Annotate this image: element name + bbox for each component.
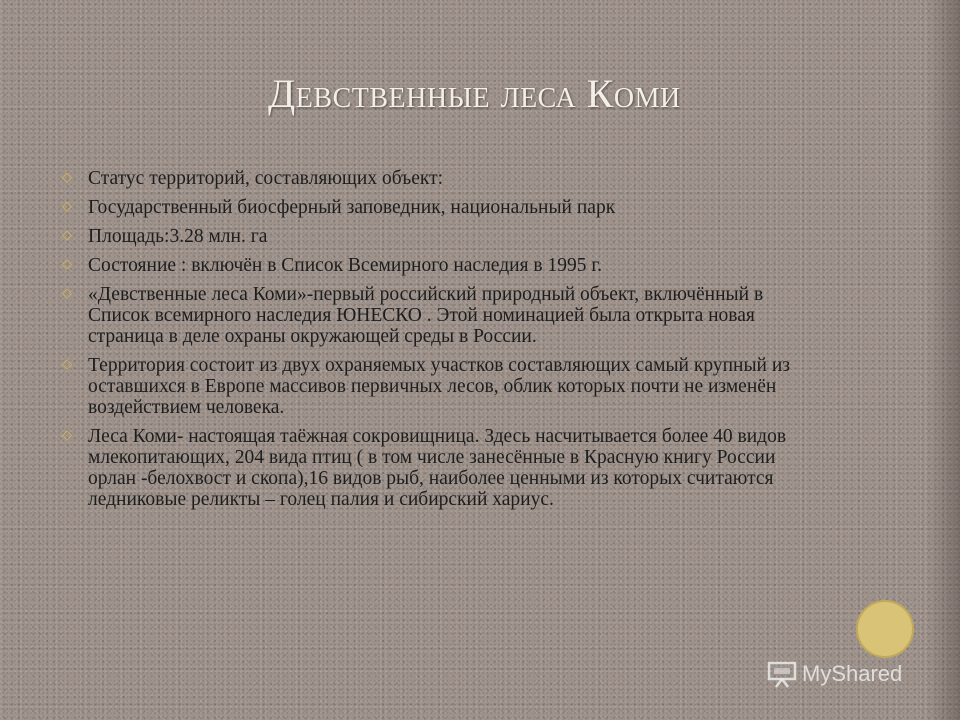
bullet-item: [56, 168, 826, 189]
slide-edge-shadow: [926, 0, 960, 720]
bullet-item: [56, 355, 826, 418]
bullet-text: Леса Коми- настоящая таёжная сокровищница. Здесь насчитывается более 40 видов млекопитающих, 204 вида птиц ( в том числе занесённые в Красную книгу России орлан -белохвост и скопа),16 видов рыб, наиболее ценными из которых считаются ледниковые реликты – голец палия и сибирский хариус.: [88, 426, 787, 510]
watermark: [766, 656, 902, 692]
bullet-item: [56, 284, 826, 347]
decorative-gold-circle: [856, 600, 914, 658]
diamond-bullet-icon: ◇: [62, 428, 72, 443]
bullet-item: [56, 197, 826, 218]
bullet-text: «Девственные леса Коми»-первый российский природный объект, включённый в Список всемирного наследия ЮНЕСКО . Этой номинацией была открыта новая страница в деле охраны окружающей среды в России.: [88, 284, 764, 347]
diamond-bullet-icon: ◇: [62, 286, 72, 301]
bullet-text: Состояние : включён в Список Всемирного наследия в 1995 г.: [88, 255, 603, 276]
presentation-board-icon: [766, 660, 798, 688]
diamond-bullet-icon: ◇: [62, 228, 72, 243]
bullet-text: Государственный биосферный заповедник, национальный парк: [88, 197, 616, 218]
bullet-list: [56, 168, 826, 518]
diamond-bullet-icon: ◇: [62, 257, 72, 272]
bullet-item: [56, 426, 826, 510]
diamond-bullet-icon: ◇: [62, 357, 72, 372]
bullet-item: [56, 226, 826, 247]
bullet-text: Статус территорий, составляющих объект:: [88, 168, 444, 189]
bullet-text: Площадь:3.28 млн. га: [88, 226, 268, 247]
slide-title: Девственные леса Коми: [268, 71, 681, 116]
bullet-item: [56, 255, 826, 276]
diamond-bullet-icon: ◇: [62, 199, 72, 214]
bullet-text: Территория состоит из двух охраняемых участков составляющих самый крупный из оставшихся в Европе массивов первичных лесов, облик которых почти не изменён воздействием человека.: [88, 355, 790, 418]
diamond-bullet-icon: ◇: [62, 170, 72, 185]
watermark-text: MyShared: [802, 661, 903, 686]
